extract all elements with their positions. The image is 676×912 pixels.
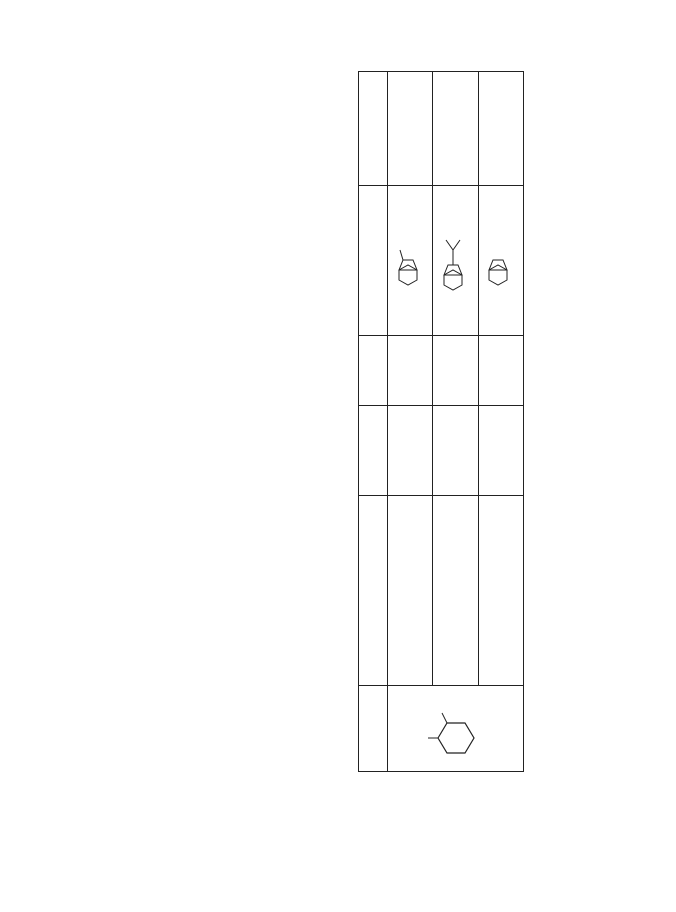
header-b [359, 496, 388, 686]
iodoaniline-icon [423, 694, 483, 764]
iodoaniline-structure [388, 686, 524, 772]
products-2 [433, 186, 478, 336]
yield-3 [478, 72, 523, 186]
fmol-2 [433, 336, 478, 406]
header-a [359, 686, 388, 772]
table-row [478, 72, 523, 772]
enolate-1 [388, 496, 433, 686]
rotated-page-content [58, 62, 538, 842]
results-table [358, 71, 524, 772]
ired-3 [478, 406, 523, 496]
table-header-row [359, 72, 388, 772]
isopropylidene-indole-icon [440, 226, 466, 296]
ired-1 [388, 406, 433, 496]
enolate-3 [478, 496, 523, 686]
products-1 [388, 186, 433, 336]
header-produits [359, 186, 388, 336]
header-ired [359, 406, 388, 496]
products-3 [478, 186, 523, 336]
header-fmol [359, 336, 388, 406]
fmol-1 [388, 336, 433, 406]
indole-icon [485, 231, 511, 291]
ired-2 [433, 406, 478, 496]
enolate-2 [433, 496, 478, 686]
header-rendements [359, 72, 388, 186]
yield-1 [388, 72, 433, 186]
yield-2 [433, 72, 478, 186]
table-row [433, 72, 478, 772]
methylindole-icon [395, 231, 421, 291]
table-row [388, 72, 433, 772]
fmol-3 [478, 336, 523, 406]
